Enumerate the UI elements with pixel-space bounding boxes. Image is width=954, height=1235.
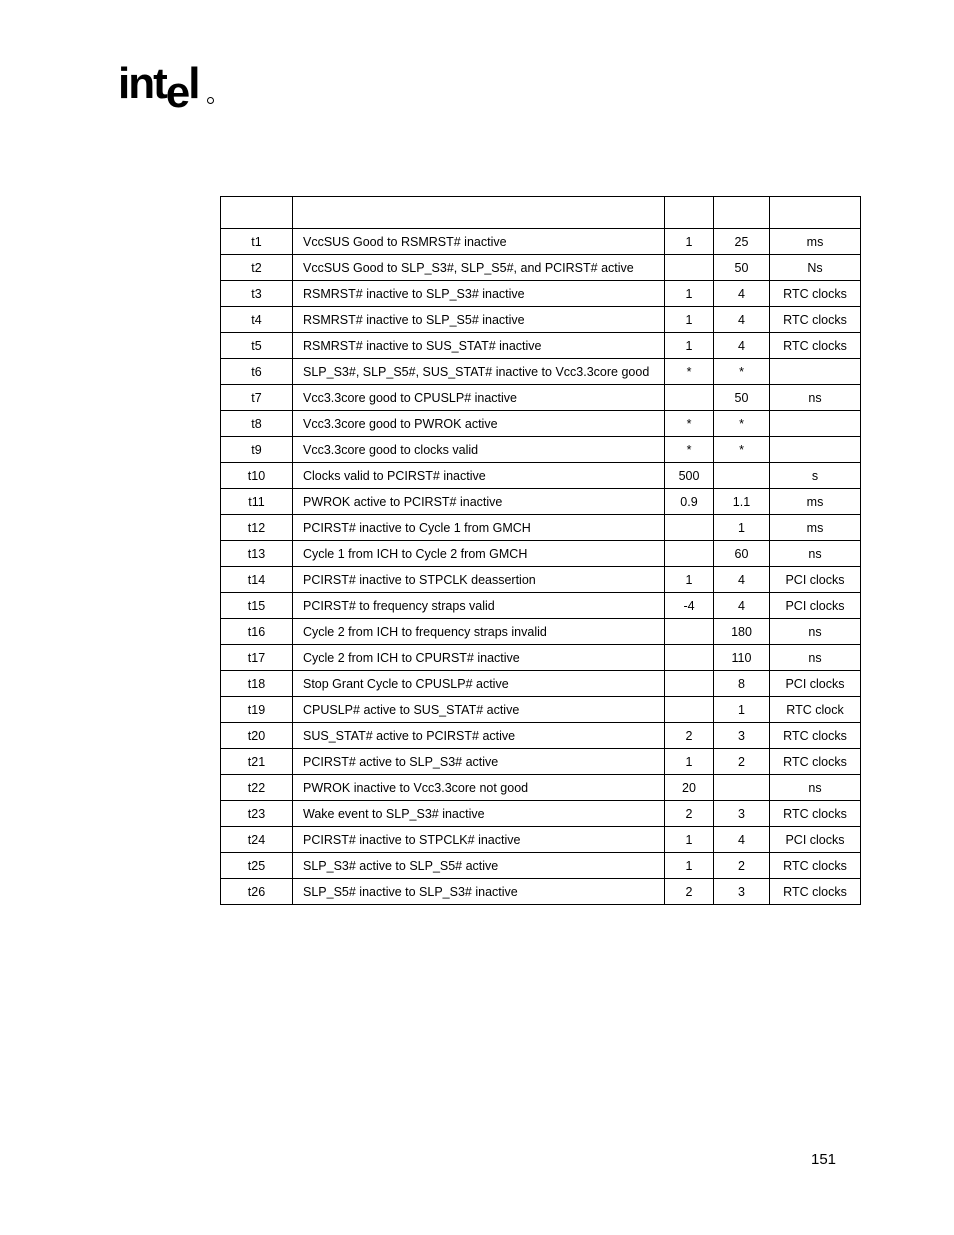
table-row bbox=[221, 723, 861, 749]
table-row bbox=[221, 437, 861, 463]
unit-cell: s bbox=[770, 463, 861, 489]
unit-cell: ms bbox=[770, 489, 861, 515]
table-row bbox=[221, 671, 861, 697]
max-cell: 2 bbox=[714, 853, 770, 879]
min-cell: 2 bbox=[665, 801, 714, 827]
min-cell bbox=[665, 255, 714, 281]
logo-text-e: e bbox=[165, 68, 189, 117]
page-number: 151 bbox=[811, 1151, 837, 1168]
param-cell: t11 bbox=[221, 489, 293, 515]
min-cell: 1 bbox=[665, 281, 714, 307]
param-cell: t14 bbox=[221, 567, 293, 593]
param-cell: t17 bbox=[221, 645, 293, 671]
table-header-row bbox=[221, 197, 861, 229]
max-cell: 60 bbox=[714, 541, 770, 567]
unit-cell: RTC clocks bbox=[770, 853, 861, 879]
header-description-cell bbox=[293, 197, 665, 229]
table-row bbox=[221, 749, 861, 775]
header-min-cell bbox=[665, 197, 714, 229]
min-cell: 1 bbox=[665, 567, 714, 593]
param-cell: t6 bbox=[221, 359, 293, 385]
param-cell: t22 bbox=[221, 775, 293, 801]
table-row bbox=[221, 645, 861, 671]
table-row bbox=[221, 827, 861, 853]
param-cell: t16 bbox=[221, 619, 293, 645]
param-cell: t25 bbox=[221, 853, 293, 879]
description-cell: SUS_STAT# active to PCIRST# active bbox=[293, 723, 665, 749]
description-cell: RSMRST# inactive to SLP_S3# inactive bbox=[293, 281, 665, 307]
description-cell: PCIRST# active to SLP_S3# active bbox=[293, 749, 665, 775]
table-row bbox=[221, 255, 861, 281]
description-cell: PCIRST# inactive to STPCLK deassertion bbox=[293, 567, 665, 593]
table-row bbox=[221, 281, 861, 307]
registered-mark-icon bbox=[207, 97, 214, 104]
min-cell: 2 bbox=[665, 879, 714, 905]
param-cell: t2 bbox=[221, 255, 293, 281]
max-cell: 4 bbox=[714, 567, 770, 593]
header-max-cell bbox=[714, 197, 770, 229]
min-cell: 1 bbox=[665, 749, 714, 775]
table-row bbox=[221, 229, 861, 255]
max-cell: * bbox=[714, 411, 770, 437]
unit-cell: PCI clocks bbox=[770, 671, 861, 697]
param-cell: t13 bbox=[221, 541, 293, 567]
table-row bbox=[221, 775, 861, 801]
max-cell bbox=[714, 463, 770, 489]
min-cell bbox=[665, 619, 714, 645]
unit-cell: ns bbox=[770, 619, 861, 645]
param-cell: t4 bbox=[221, 307, 293, 333]
logo-text-l: l bbox=[188, 59, 199, 108]
description-cell: PCIRST# inactive to STPCLK# inactive bbox=[293, 827, 665, 853]
max-cell: 1 bbox=[714, 515, 770, 541]
min-cell: * bbox=[665, 437, 714, 463]
unit-cell: RTC clocks bbox=[770, 307, 861, 333]
logo-text-int: int bbox=[118, 59, 166, 108]
timing-table bbox=[220, 196, 861, 905]
unit-cell: Ns bbox=[770, 255, 861, 281]
description-cell: RSMRST# inactive to SUS_STAT# inactive bbox=[293, 333, 665, 359]
description-cell: Wake event to SLP_S3# inactive bbox=[293, 801, 665, 827]
description-cell: Cycle 2 from ICH to CPURST# inactive bbox=[293, 645, 665, 671]
description-cell: Cycle 2 from ICH to frequency straps invalid bbox=[293, 619, 665, 645]
max-cell: 4 bbox=[714, 333, 770, 359]
table-row bbox=[221, 411, 861, 437]
table-row bbox=[221, 697, 861, 723]
description-cell: PWROK active to PCIRST# inactive bbox=[293, 489, 665, 515]
description-cell: CPUSLP# active to SUS_STAT# active bbox=[293, 697, 665, 723]
table-row bbox=[221, 879, 861, 905]
timing-table-body bbox=[221, 197, 861, 905]
description-cell: SLP_S3# active to SLP_S5# active bbox=[293, 853, 665, 879]
min-cell bbox=[665, 541, 714, 567]
param-cell: t15 bbox=[221, 593, 293, 619]
unit-cell: ms bbox=[770, 515, 861, 541]
table-row bbox=[221, 307, 861, 333]
max-cell: 110 bbox=[714, 645, 770, 671]
param-cell: t20 bbox=[221, 723, 293, 749]
description-cell: PCIRST# to frequency straps valid bbox=[293, 593, 665, 619]
table-row bbox=[221, 593, 861, 619]
unit-cell bbox=[770, 359, 861, 385]
param-cell: t1 bbox=[221, 229, 293, 255]
min-cell: -4 bbox=[665, 593, 714, 619]
max-cell: 2 bbox=[714, 749, 770, 775]
table-row bbox=[221, 515, 861, 541]
max-cell: 4 bbox=[714, 593, 770, 619]
param-cell: t24 bbox=[221, 827, 293, 853]
max-cell: 180 bbox=[714, 619, 770, 645]
unit-cell: ns bbox=[770, 541, 861, 567]
min-cell bbox=[665, 671, 714, 697]
max-cell: 50 bbox=[714, 255, 770, 281]
unit-cell: RTC clocks bbox=[770, 749, 861, 775]
min-cell: 500 bbox=[665, 463, 714, 489]
description-cell: Vcc3.3core good to clocks valid bbox=[293, 437, 665, 463]
header-param-cell bbox=[221, 197, 293, 229]
max-cell: 4 bbox=[714, 281, 770, 307]
table-row bbox=[221, 541, 861, 567]
max-cell: * bbox=[714, 359, 770, 385]
min-cell: 1 bbox=[665, 307, 714, 333]
min-cell: 2 bbox=[665, 723, 714, 749]
max-cell: 25 bbox=[714, 229, 770, 255]
description-cell: Vcc3.3core good to PWROK active bbox=[293, 411, 665, 437]
unit-cell: PCI clocks bbox=[770, 567, 861, 593]
max-cell: 4 bbox=[714, 307, 770, 333]
table-row bbox=[221, 463, 861, 489]
param-cell: t3 bbox=[221, 281, 293, 307]
param-cell: t19 bbox=[221, 697, 293, 723]
unit-cell bbox=[770, 411, 861, 437]
description-cell: PCIRST# inactive to Cycle 1 from GMCH bbox=[293, 515, 665, 541]
table-row bbox=[221, 489, 861, 515]
table-row bbox=[221, 567, 861, 593]
description-cell: SLP_S3#, SLP_S5#, SUS_STAT# inactive to Vcc3.3core good bbox=[293, 359, 665, 385]
description-cell: VccSUS Good to RSMRST# inactive bbox=[293, 229, 665, 255]
table-row bbox=[221, 333, 861, 359]
unit-cell: RTC clocks bbox=[770, 879, 861, 905]
description-cell: Vcc3.3core good to CPUSLP# inactive bbox=[293, 385, 665, 411]
max-cell: 3 bbox=[714, 879, 770, 905]
intel-logo bbox=[118, 59, 199, 117]
param-cell: t18 bbox=[221, 671, 293, 697]
max-cell: 3 bbox=[714, 801, 770, 827]
min-cell: 0.9 bbox=[665, 489, 714, 515]
max-cell: * bbox=[714, 437, 770, 463]
unit-cell: ns bbox=[770, 775, 861, 801]
unit-cell: RTC clocks bbox=[770, 723, 861, 749]
description-cell: Cycle 1 from ICH to Cycle 2 from GMCH bbox=[293, 541, 665, 567]
param-cell: t8 bbox=[221, 411, 293, 437]
description-cell: VccSUS Good to SLP_S3#, SLP_S5#, and PCIRST# active bbox=[293, 255, 665, 281]
param-cell: t23 bbox=[221, 801, 293, 827]
max-cell: 1 bbox=[714, 697, 770, 723]
table-row bbox=[221, 385, 861, 411]
min-cell: 1 bbox=[665, 229, 714, 255]
unit-cell bbox=[770, 437, 861, 463]
description-cell: RSMRST# inactive to SLP_S5# inactive bbox=[293, 307, 665, 333]
description-cell: Stop Grant Cycle to CPUSLP# active bbox=[293, 671, 665, 697]
max-cell: 4 bbox=[714, 827, 770, 853]
min-cell: 20 bbox=[665, 775, 714, 801]
param-cell: t7 bbox=[221, 385, 293, 411]
min-cell bbox=[665, 515, 714, 541]
unit-cell: RTC clock bbox=[770, 697, 861, 723]
unit-cell: PCI clocks bbox=[770, 827, 861, 853]
min-cell bbox=[665, 645, 714, 671]
max-cell: 3 bbox=[714, 723, 770, 749]
header-unit-cell bbox=[770, 197, 861, 229]
max-cell bbox=[714, 775, 770, 801]
unit-cell: PCI clocks bbox=[770, 593, 861, 619]
param-cell: t10 bbox=[221, 463, 293, 489]
max-cell: 50 bbox=[714, 385, 770, 411]
table-row bbox=[221, 359, 861, 385]
unit-cell: RTC clocks bbox=[770, 333, 861, 359]
min-cell: * bbox=[665, 359, 714, 385]
unit-cell: ns bbox=[770, 645, 861, 671]
description-cell: Clocks valid to PCIRST# inactive bbox=[293, 463, 665, 489]
unit-cell: RTC clocks bbox=[770, 281, 861, 307]
min-cell: 1 bbox=[665, 853, 714, 879]
description-cell: PWROK inactive to Vcc3.3core not good bbox=[293, 775, 665, 801]
min-cell: * bbox=[665, 411, 714, 437]
table-row bbox=[221, 619, 861, 645]
unit-cell: ns bbox=[770, 385, 861, 411]
param-cell: t9 bbox=[221, 437, 293, 463]
description-cell: SLP_S5# inactive to SLP_S3# inactive bbox=[293, 879, 665, 905]
param-cell: t5 bbox=[221, 333, 293, 359]
unit-cell: RTC clocks bbox=[770, 801, 861, 827]
min-cell bbox=[665, 385, 714, 411]
max-cell: 8 bbox=[714, 671, 770, 697]
table-row bbox=[221, 853, 861, 879]
unit-cell: ms bbox=[770, 229, 861, 255]
param-cell: t26 bbox=[221, 879, 293, 905]
param-cell: t12 bbox=[221, 515, 293, 541]
param-cell: t21 bbox=[221, 749, 293, 775]
max-cell: 1.1 bbox=[714, 489, 770, 515]
min-cell bbox=[665, 697, 714, 723]
min-cell: 1 bbox=[665, 333, 714, 359]
min-cell: 1 bbox=[665, 827, 714, 853]
table-row bbox=[221, 801, 861, 827]
